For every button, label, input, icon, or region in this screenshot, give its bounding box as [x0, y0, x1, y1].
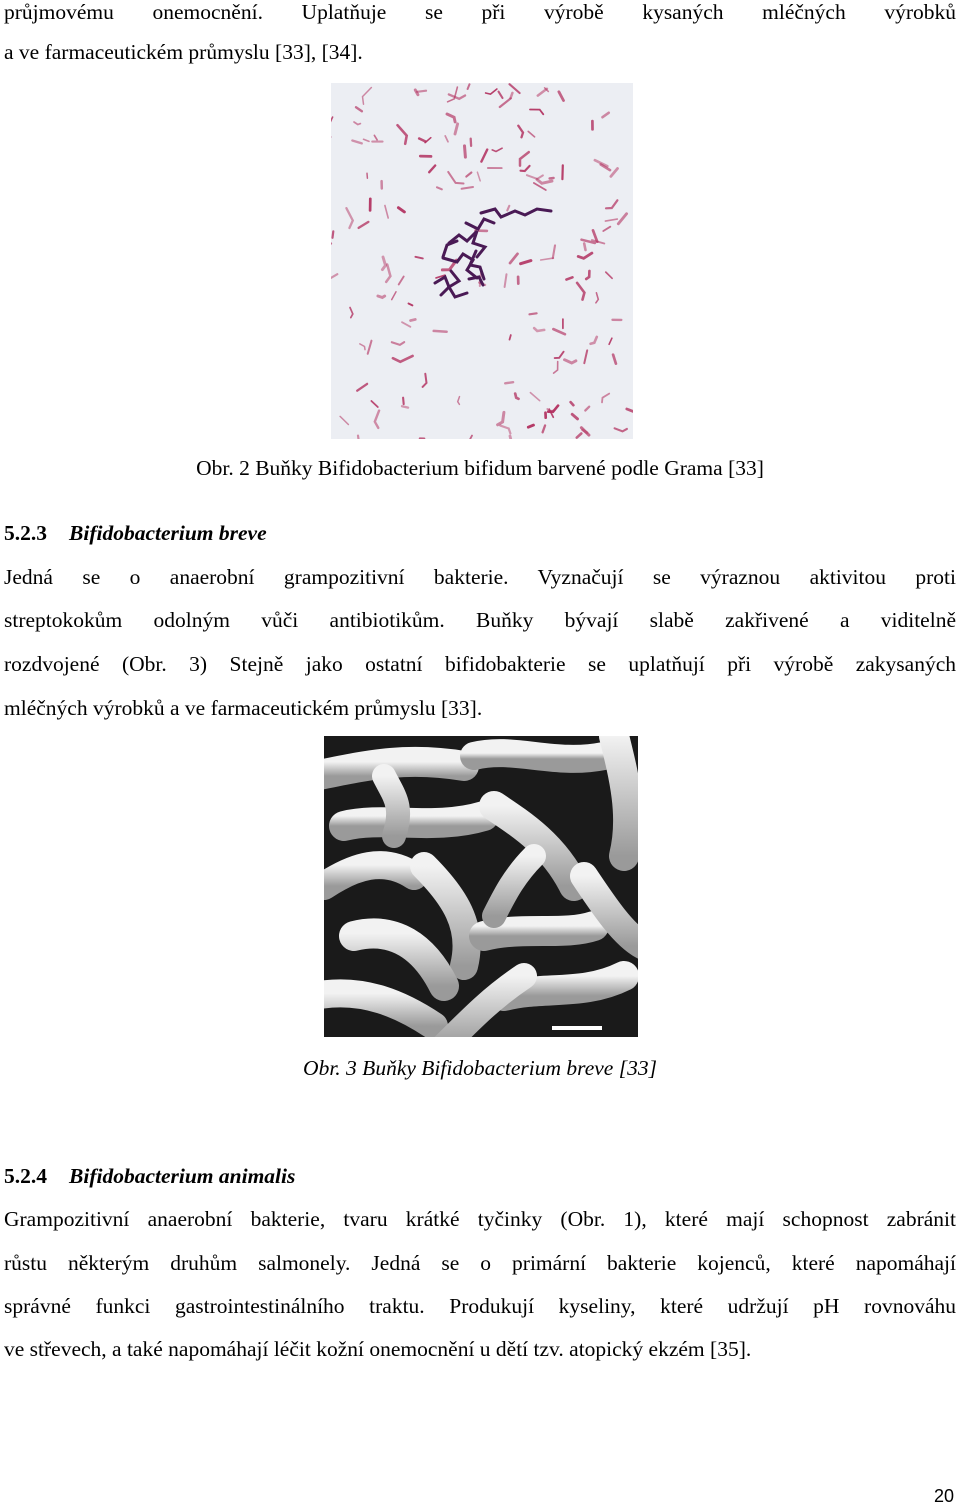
page-number: 20: [933, 1486, 954, 1506]
stained-cell: [528, 425, 533, 427]
paragraph-line: růstu některým druhům salmonely. Jedná se o primární bakterie kojenců, které napomáhají: [4, 1251, 956, 1275]
paragraph-line: a ve farmaceutickém průmyslu [33], [34].: [4, 40, 363, 64]
paragraph-line: Grampozitivní anaerobní bakterie, tvaru krátké tyčinky (Obr. 1), které mají schopnost zabránit: [4, 1207, 956, 1231]
stained-cell: [417, 91, 426, 92]
paragraph-line: ve střevech, a také napomáhají léčit kožní onemocnění u dětí tzv. atopický ekzém [35].: [4, 1337, 752, 1361]
section-number: 5.2.4: [4, 1164, 47, 1188]
figure-caption: Obr. 3 Buňky Bifidobacterium breve [33]: [303, 1056, 657, 1080]
paragraph-line: streptokokům odolným vůči antibiotikům. Buňky bývají slabě zakřivené a viditelně: [4, 608, 956, 632]
stained-cell: [584, 244, 585, 251]
paragraph-line: mléčných výrobků a ve farmaceutickém průmyslu [33].: [4, 696, 483, 720]
stained-cell: [411, 319, 416, 320]
section-number: 5.2.3: [4, 521, 47, 545]
stained-cell: [402, 406, 408, 407]
figure-caption: Obr. 2 Buňky Bifidobacterium bifidum barvené podle Grama [33]: [196, 456, 764, 480]
stained-cell: [333, 231, 334, 237]
stained-cell: [403, 398, 404, 404]
stained-cell: [434, 331, 447, 332]
sem-micrograph: [324, 736, 638, 1037]
stained-cell: [505, 382, 513, 383]
gram-stain-micrograph: [331, 83, 633, 439]
paragraph-line: Jedná se o anaerobní grampozitivní bakterie. Vyznačují se výraznou aktivitou proti: [4, 565, 956, 589]
stained-cell: [511, 93, 513, 98]
section-heading: [4, 521, 267, 546]
stained-cell: [378, 296, 385, 298]
stained-cell: [510, 335, 511, 340]
section-title: Bifidobacterium animalis: [69, 1164, 296, 1188]
paragraph-line: rozdvojené (Obr. 3) Stejně jako ostatní bifidobakterie se uplatňují při výrobě zakysaných: [4, 652, 956, 676]
paragraph-line: průjmovému onemocnění. Uplatňuje se při výrobě kysaných mléčných výrobků: [4, 0, 956, 24]
stained-cell: [550, 178, 554, 179]
stained-cell: [530, 313, 537, 314]
section-title: Bifidobacterium breve: [69, 521, 267, 545]
paragraph-line: správné funkci gastrointestinálního traktu. Produkují kyseliny, které udržují pH rovnováhu: [4, 1294, 956, 1318]
section-heading: [4, 1164, 295, 1189]
stained-cell: [465, 146, 466, 157]
